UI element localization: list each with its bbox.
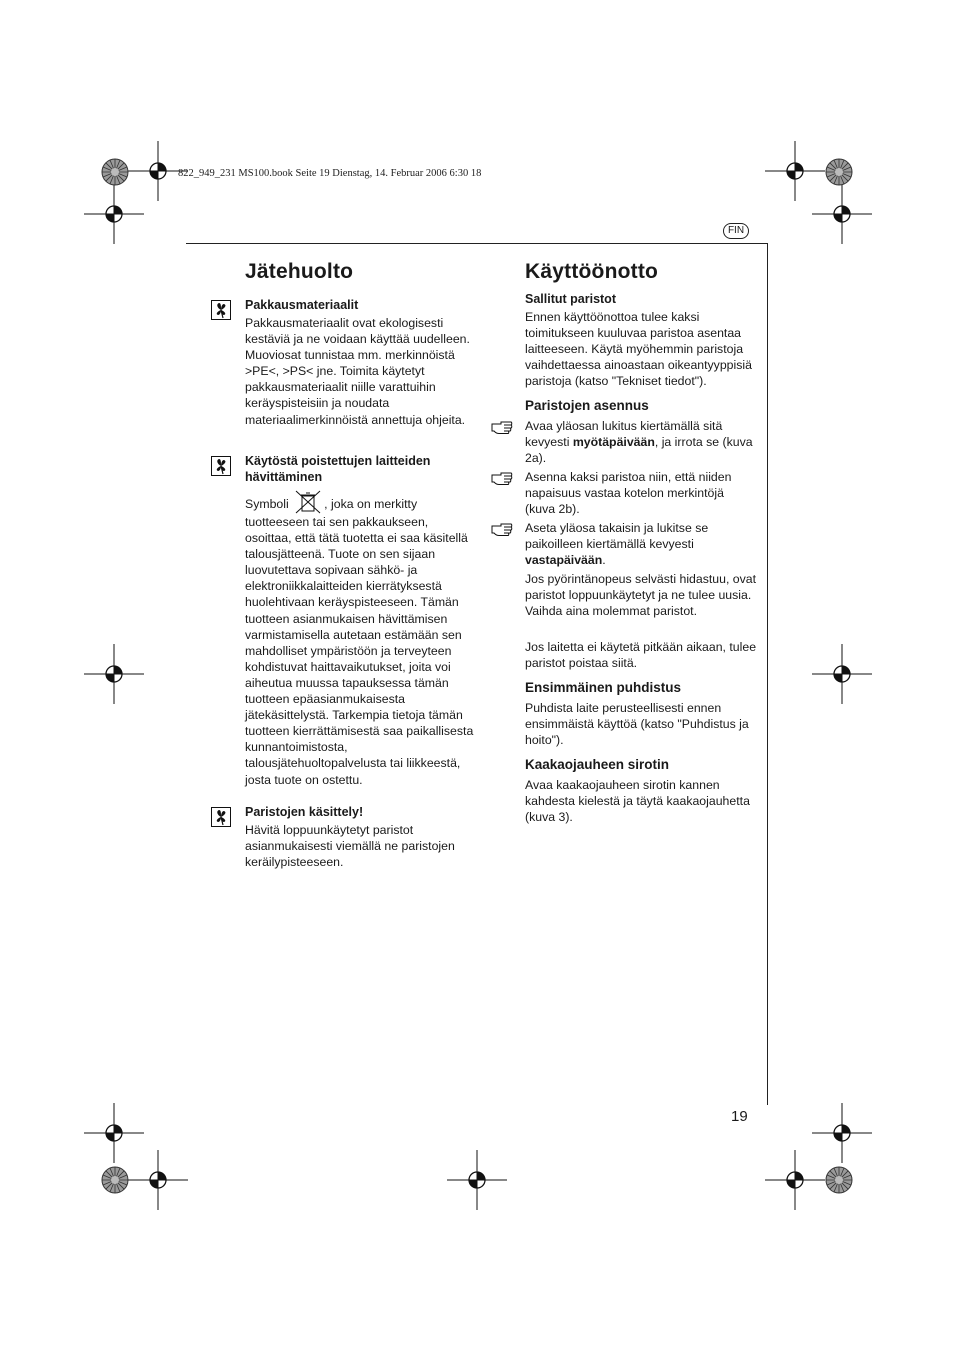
install-step-2: Asenna kaksi paristoa niin, että niiden napaisuus vastaa kotelon merkintöjä (kuva 2b). — [525, 470, 732, 517]
crossed-bin-icon — [293, 490, 323, 514]
first-cleaning-text: Puhdista laite perusteellisesti ennen ensimmäistä käyttöä (katso "Puhdistus ja hoito"). — [525, 701, 749, 748]
print-file-info: 822_949_231 MS100.book Seite 19 Dienstag, 14. Februar 2006 6:30 18 — [178, 168, 482, 179]
page-number: 19 — [731, 1108, 748, 1125]
registration-mark-icon — [84, 184, 144, 244]
environment-leaf-icon — [211, 300, 231, 320]
disposal-text — [245, 490, 477, 788]
install-step-1: Avaa yläosan lukitus kiertämällä sitä kevyesti myötäpäivään, ja irrota se (kuva 2a). — [525, 419, 753, 466]
cocoa-shaker-text: Avaa kaakaojauheen sirotin kannen kahdesta kielestä ja täytä kaakaojauhetta (kuva 3). — [525, 778, 750, 825]
section-title-waste: Jätehuolto — [245, 260, 354, 283]
print-density-mark-icon — [101, 1166, 129, 1194]
right-rule — [767, 243, 768, 1105]
language-badge: FIN — [723, 223, 749, 239]
allowed-batteries-heading: Sallitut paristot — [525, 292, 616, 306]
allowed-batteries-text: Ennen käyttöönottoa tulee kaksi toimitukseen kuuluvaa paristoa asentaa laitteeseen. Käytä myöhemmin paristoja vaihdettaessa ainoastaan oikeantyyppisiä paristoja (katso "Tekniset tiedot"). — [525, 310, 752, 389]
registration-mark-icon — [812, 644, 872, 704]
battery-install-heading: Paristojen asennus — [525, 398, 649, 413]
print-density-mark-icon — [825, 158, 853, 186]
packaging-text: Pakkausmateriaalit ovat ekologisesti kestäviä ja ne voidaan käyttää uudelleen. Muoviosat tunnistaa mm. merkinnöistä >PE<, >PS< jne. Toimita käytetyt pakkausmateriaalit niille varattuihin keräyspisteisiin ja noudata materiaalimerkinnöistä annettuja ohjeita. — [245, 316, 470, 427]
packaging-heading: Pakkausmateriaalit — [245, 298, 359, 312]
environment-leaf-icon — [211, 456, 231, 476]
install-note-2: Jos laitetta ei käytetä pitkään aikaan, tulee paristot poistaa siitä. — [525, 640, 757, 671]
symbol-lead: Symboli — [245, 497, 289, 511]
registration-mark-icon — [128, 1150, 188, 1210]
top-rule — [186, 243, 768, 244]
registration-mark-icon — [812, 184, 872, 244]
section-title-startup: Käyttöönotto — [525, 260, 659, 283]
pointing-hand-icon — [491, 522, 513, 536]
registration-mark-icon — [84, 644, 144, 704]
registration-mark-icon — [765, 1150, 825, 1210]
registration-mark-icon — [447, 1150, 507, 1210]
batteries-text: Hävitä loppuunkäytetyt paristot asianmukaisesti viemällä ne paristojen keräilypisteeseen. — [245, 823, 455, 870]
install-step-3: Aseta yläosa takaisin ja lukitse se paikoilleen kiertämällä kevyesti vastapäivään. — [525, 521, 709, 568]
pointing-hand-icon — [491, 420, 513, 434]
batteries-heading: Paristojen käsittely! — [245, 805, 364, 819]
install-note-1: Jos pyörintänopeus selvästi hidastuu, ovat paristot loppuunkäytetyt ja ne tulee uusia. Vaihda aina molemmat paristot. — [525, 572, 757, 619]
pointing-hand-icon — [491, 471, 513, 485]
cocoa-shaker-heading: Kaakaojauheen sirotin — [525, 757, 670, 772]
environment-leaf-icon — [211, 807, 231, 827]
print-density-mark-icon — [825, 1166, 853, 1194]
disposal-heading: Käytöstä poistettujen laitteiden hävittäminen — [245, 454, 431, 484]
print-density-mark-icon — [101, 158, 129, 186]
first-cleaning-heading: Ensimmäinen puhdistus — [525, 680, 682, 695]
symbol-tail: , joka on merkitty tuotteeseen tai sen pakkaukseen, osoittaa, että tätä tuotetta ei saa käsitellä talousjätteenä. Tuote on sen sijaan luovutettava sopivaan sähkö- ja elektroniikkalaitteiden kierrätyksestä huolehtivaan keräyspisteeseen. Tämän tuotteen asianmukaisen hävittämisen varmistamisella autetaan estämään sen mahdolliset ympäristöön ja terveyteen kohdistuvat haittavaikutukset, joita voi aiheutua muussa tapauksessa tämän tuotteen epäasianmukaisesta jätekäsittelystä. Tarkempia tietoja tämän tuotteen kierrättämisestä saa paikallisesta kunnantoimistosta, talousjätehuoltopalvelusta tai liikkeestä, josta tuote on ostettu. — [245, 497, 474, 787]
